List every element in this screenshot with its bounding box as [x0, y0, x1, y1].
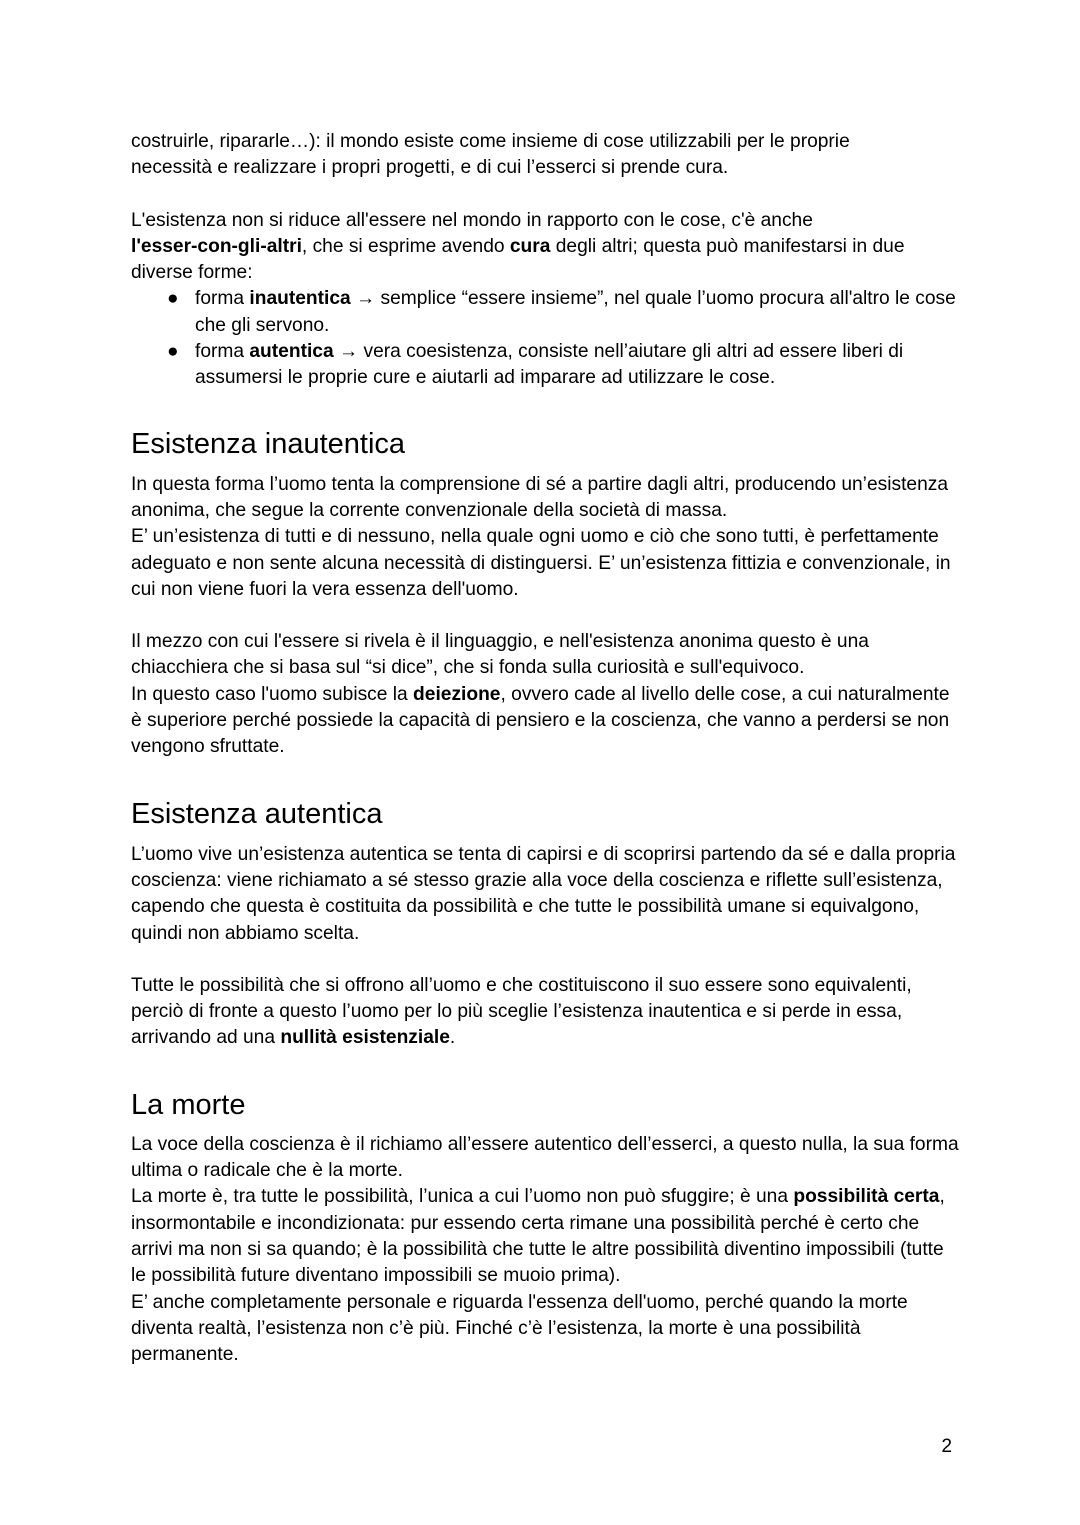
coexistence-paragraph: L'esistenza non si riduce all'essere nel mondo in rapporto con le cose, c'è anche l'esser-con-gli-altri, che si esprime avendo cura degli altri; questa può manifestarsi in due diverse forme: [131, 209, 905, 284]
section-heading-authentic: Esistenza autentica [131, 797, 383, 830]
bullet-icon: ● [167, 288, 179, 310]
intro-paragraph: costruirle, ripararle…): il mondo esiste come insieme di cose utilizzabili per le proprie necessità e realizzare i propri progetti, e di cui l’esserci si prende cura. [131, 131, 850, 179]
bold-term: cura [509, 235, 551, 257]
bold-term: l'esser-con-gli-altri [131, 235, 302, 257]
bold-term: deiezione [413, 683, 501, 705]
bold-term: possibilità certa [793, 1186, 940, 1208]
paragraph: In questa forma l’uomo tenta la comprensione di sé a partire dagli altri, producendo un’esistenza anonima, che segue la corrente convenzionale della società di massa. E’ un’esistenza di tutti e di nessuno, nella quale ogni uomo e ciò che sono tutti, è perfettamente adeguato e non sente alcuna necessità di distinguersi. E’ un’esistenza fittizia e convenzionale, in cui non viene fuori la vera essenza dell'uomo. [131, 473, 951, 600]
paragraph: L’uomo vive un’esistenza autentica se tenta di capirsi e di scoprirsi partendo da sé e dalla propria coscienza: viene richiamato a sé stesso grazie alla voce della coscienza e riflette sull’esistenza, capendo che questa è costituita da possibilità e che tutte le possibilità umane si equivalgono, quindi non abbiamo scelta. [131, 843, 956, 944]
forms-list [131, 286, 961, 391]
paragraph: Il mezzo con cui l'essere si rivela è il linguaggio, e nell'esistenza anonima questo è una chiacchiera che si basa sul “si dice”, che si fonda sulla curiosità e sull'equivoco. In questo caso l'uomo subisce la deiezione, ovvero cade al livello delle cose, a cui naturalmente è superiore perché possiede la capacità di pensiero e la coscienza, che vanno a perdersi se non vengono sfruttate. [131, 631, 950, 758]
bold-term: nullità esistenziale [280, 1027, 450, 1049]
page-number: 2 [941, 1436, 952, 1457]
section-heading-death: La morte [131, 1088, 246, 1121]
section-heading-inauthentic: Esistenza inautentica [131, 427, 406, 460]
paragraph: Tutte le possibilità che si offrono all’uomo e che costituiscono il suo essere sono equivalenti, perciò di fronte a questo l’uomo per lo più sceglie l’esistenza inautentica e si perde in essa, arrivando ad una nullità esistenziale. [131, 974, 912, 1049]
bullet-icon: ● [167, 341, 179, 363]
bold-term: autentica [249, 341, 334, 363]
document-page [131, 129, 961, 1368]
bold-term: inautentica [249, 288, 351, 310]
paragraph: La voce della coscienza è il richiamo all’essere autentico dell’esserci, a questo nulla, la sua forma ultima o radicale che è la morte. La morte è, tra tutte le possibilità, l’unica a cui l’uomo non può sfuggire; è una possibilità certa, insormontabile e incondizionata: pur essendo certa rimane una possibilità perché è certo che arrivi ma non si sa quando; è la possibilità che tutte le altre possibilità diventino impossibili (tutte le possibilità future diventano impossibili se muoio prima). E’ anche completamente personale e riguarda l'essenza dell'uomo, perché quando la morte diventa realtà, l’esistenza non c’è più. Finché c’è l’esistenza, la morte è una possibilità permanente. [131, 1133, 959, 1366]
list-item: ● forma autentica → vera coesistenza, consiste nell’aiutare gli altri ad essere liberi di assumersi le proprie cure e aiutarli ad imparare ad utilizzare le cose. [167, 341, 904, 389]
list-item: ● forma inautentica → semplice “essere insieme”, nel quale l’uomo procura all'altro le cose che gli servono. [167, 288, 956, 336]
